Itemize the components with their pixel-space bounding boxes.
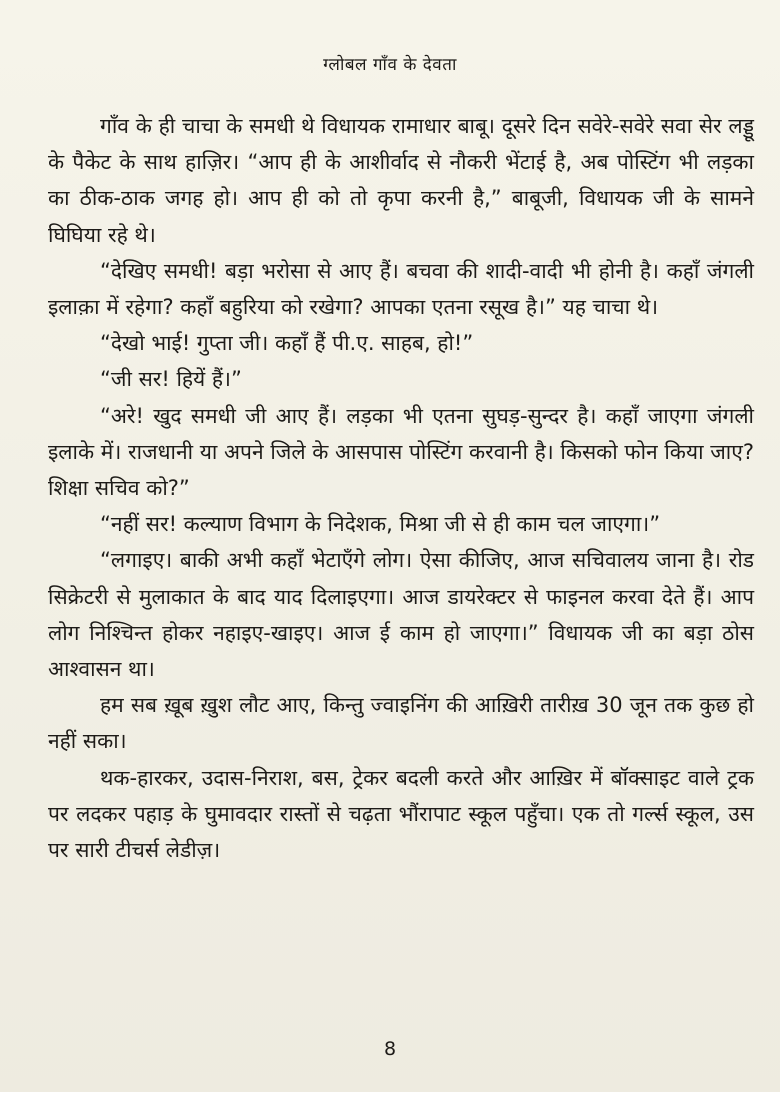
paragraph: गाँव के ही चाचा के समधी थे विधायक रामाधार बाबू। दूसरे दिन सवेरे-सवेरे सवा सेर लड्डू के पैकेट के साथ हाज़िर। “आप ही के आशीर्वाद से नौकरी भेंटाई है, अब पोस्टिंग भी लड़का का ठीक-ठाक जगह हो। आप ही को तो कृपा करनी है,” बाबूजी, विधायक जी के सामने घिघिया रहे थे। [48, 114, 754, 247]
paragraph: “नहीं सर! कल्याण विभाग के निदेशक, मिश्रा जी से ही काम चल जाएगा।” [100, 512, 661, 537]
paragraph: “जी सर! हियें हैं।” [100, 367, 242, 392]
body-text [48, 108, 754, 868]
paragraph: “अरे! खुद समधी जी आए हैं। लड़का भी एतना सुघड़-सुन्दर है। कहाँ जाएगा जंगली इलाके में। राजधानी या अपने जिले के आसपास पोस्टिंग करवानी है। किसको फोन किया जाए? शिक्षा सचिव को?” [48, 403, 754, 501]
page-bottom-edge [0, 1092, 780, 1108]
running-header: ग्लोबल गाँव के देवता [323, 55, 457, 75]
paragraph: “देखो भाई! गुप्ता जी। कहाँ हैं पी.ए. साहब, हो!” [100, 331, 474, 356]
paragraph: “लगाइए। बाकी अभी कहाँ भेटाएँगे लोग। ऐसा कीजिए, आज सचिवालय जाना है। रोड सिक्रेटरी से मुलाकात के बाद याद दिलाइएगा। आज डायरेक्टर से फाइनल करवा देते हैं। आप लोग निश्चिन्त होकर नहाइए-खाइए। आज ई काम हो जाएगा।” विधायक जी का बड़ा ठोस आश्वासन था। [48, 548, 754, 682]
paragraph: “देखिए समधी! बड़ा भरोसा से आए हैं। बचवा की शादी-वादी भी होनी है। कहाँ जंगली इलाक़ा में रहेगा? कहाँ बहुरिया को रखेगा? आपका एतना रसूख है।” यह चाचा थे। [48, 258, 754, 320]
page-number: 8 [383, 1038, 397, 1060]
paragraph: थक-हारकर, उदास-निराश, बस, ट्रेकर बदली करते और आख़िर में बॉक्साइट वाले ट्रक पर लदकर पहाड़ के घुमावदार रास्तों से चढ़ता भौंरापाट स्कूल पहुँचा। एक तो गर्ल्स स्कूल, उस पर सारी टीचर्स लेडीज़। [48, 765, 754, 863]
paragraph: हम सब ख़ूब ख़ुश लौट आए, किन्तु ज्वाइनिंग की आख़िरी तारीख़ 30 जून तक कुछ हो नहीं सका। [48, 693, 754, 754]
